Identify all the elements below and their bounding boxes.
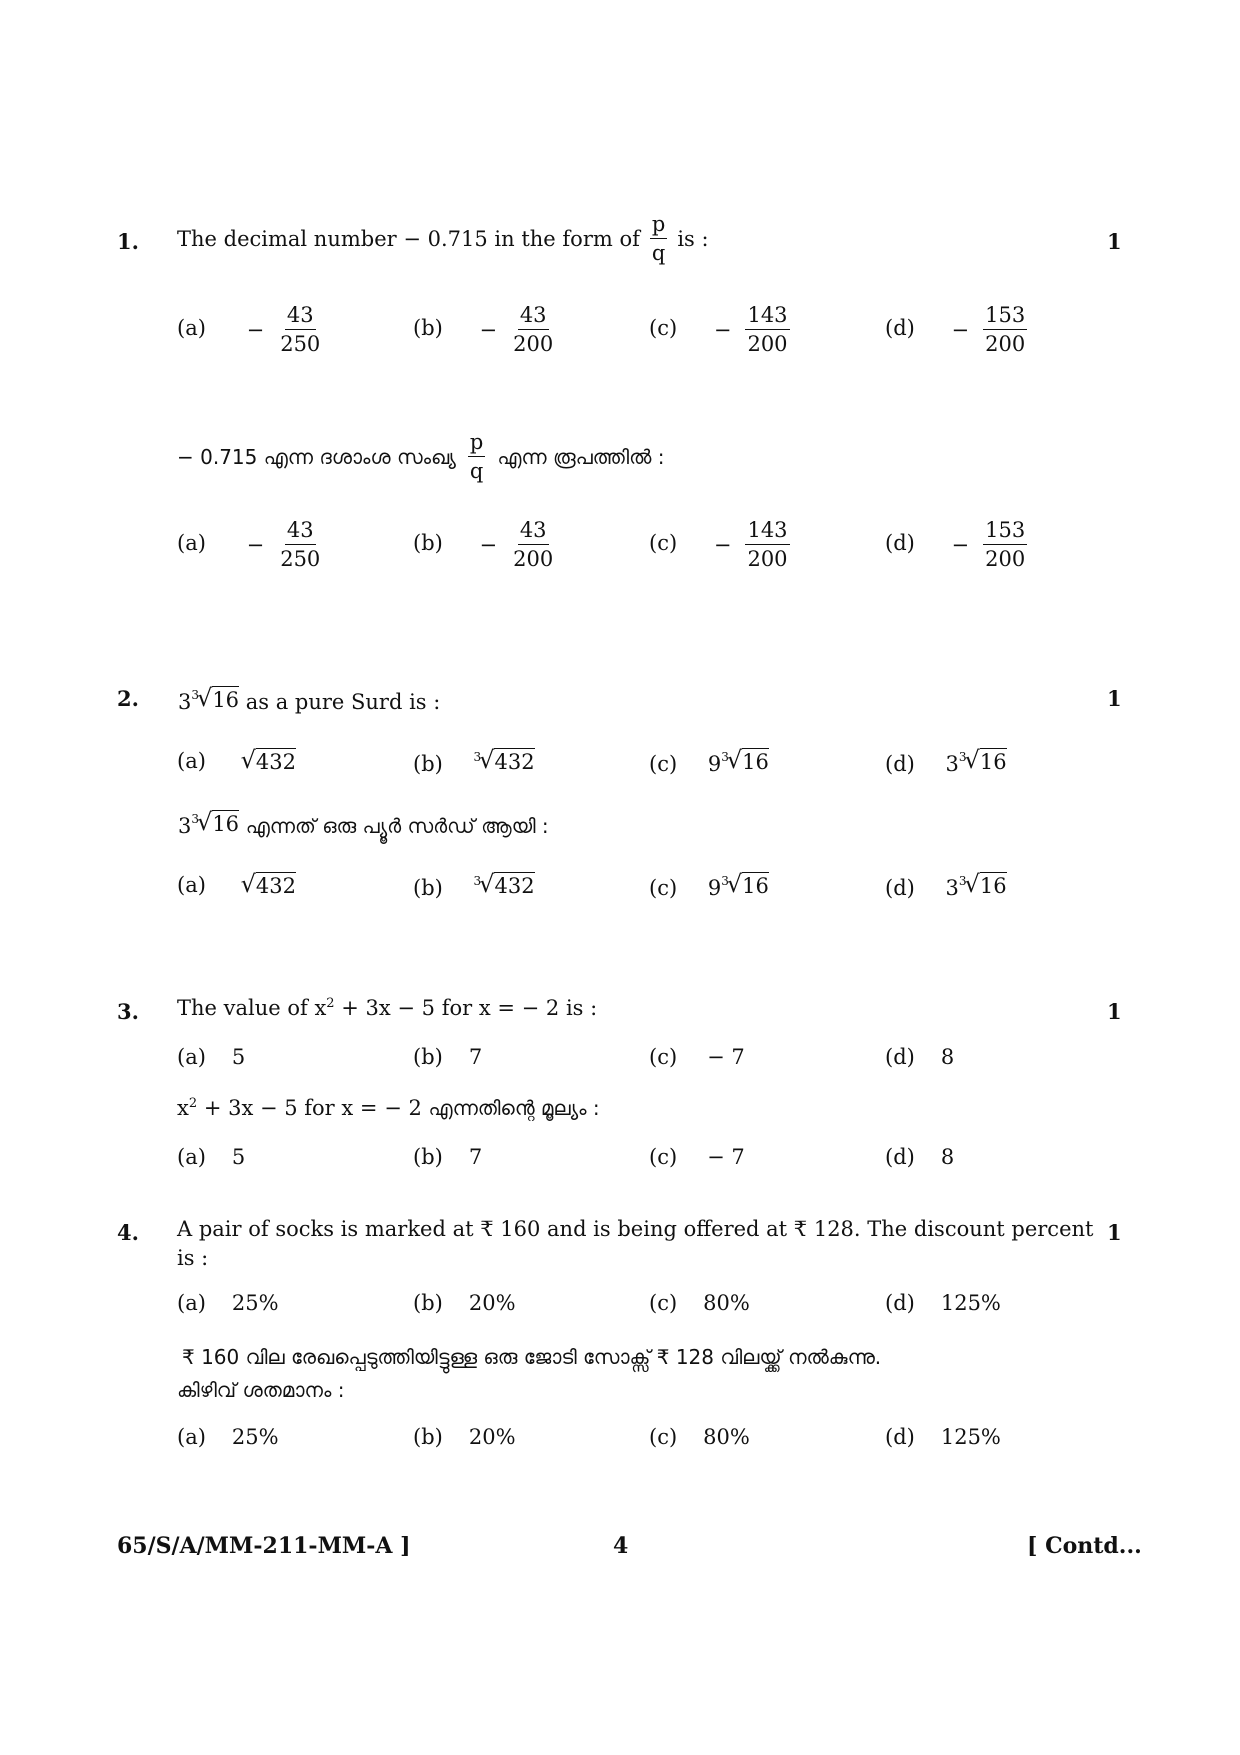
option-a[interactable] <box>177 1291 279 1315</box>
root-index: 3 <box>473 750 482 764</box>
option-c[interactable] <box>649 303 790 356</box>
denominator: 250 <box>280 332 321 357</box>
radicand: 16 <box>212 812 240 836</box>
denominator: 200 <box>513 332 554 357</box>
option-label: (b) <box>413 876 443 900</box>
option-value: 25% <box>231 1425 279 1449</box>
option-label: (c) <box>649 752 678 776</box>
option-value: 80% <box>703 1291 750 1315</box>
marks: 1 <box>1107 1220 1122 1245</box>
option-label: (b) <box>413 1425 443 1449</box>
minus-sign: − <box>951 532 970 557</box>
option-label: (d) <box>885 1045 915 1069</box>
stem-text: The value of x <box>177 996 327 1020</box>
option-fraction <box>983 303 1027 356</box>
option-a[interactable] <box>177 1145 245 1169</box>
radicand: 432 <box>255 874 296 898</box>
numerator: 43 <box>518 303 549 330</box>
option-value: 20% <box>468 1425 516 1449</box>
option-fraction <box>511 303 555 356</box>
stem-text-rest: + 3x − 5 for x = − 2 is : <box>341 996 598 1020</box>
denominator: q <box>651 241 666 266</box>
option-d[interactable] <box>885 1291 1001 1315</box>
surd-coefficient: 3 <box>178 690 192 714</box>
option-value: 5 <box>231 1045 246 1069</box>
stem-text-ml: എന്നതിന്റെ മൂല്യം : <box>428 1096 600 1120</box>
option-a[interactable] <box>177 303 322 356</box>
question-number: 1. <box>117 229 139 254</box>
option-label: (c) <box>649 316 678 341</box>
surd-coefficient: 3 <box>178 814 192 838</box>
marks: 1 <box>1107 686 1122 711</box>
option-d[interactable] <box>885 746 1007 776</box>
option-d[interactable] <box>885 303 1027 356</box>
denominator: 200 <box>747 547 788 572</box>
numerator: 43 <box>518 518 549 545</box>
numerator: p <box>468 430 485 457</box>
denominator: q <box>469 459 484 484</box>
option-label: (a) <box>177 1145 206 1169</box>
question-stem-malayalam <box>178 808 549 838</box>
option-label: (a) <box>177 749 206 773</box>
option-value: − 7 <box>707 1045 745 1069</box>
stem-end-ml: എന്ന രൂപത്തിൽ : <box>497 444 665 469</box>
minus-sign: − <box>479 317 498 342</box>
option-label: (c) <box>649 1145 678 1169</box>
option-d[interactable] <box>885 870 1007 900</box>
option-label: (a) <box>177 531 206 556</box>
option-d[interactable] <box>885 1425 1001 1449</box>
option-value: 80% <box>703 1425 750 1449</box>
radicand: 432 <box>255 750 296 774</box>
question-stem-malayalam <box>177 430 665 483</box>
question-stem-malayalam-line-2: കിഴിവ് ശതമാനം : <box>177 1378 345 1402</box>
cube-root-expression <box>474 746 535 774</box>
option-value: 7 <box>468 1045 483 1069</box>
radicand: 16 <box>979 750 1007 774</box>
option-fraction <box>745 518 789 571</box>
option-value: 7 <box>468 1145 483 1169</box>
stem-text-ml: − 0.715 എന്ന ദശാംശ സംഖ്യ <box>177 444 456 469</box>
option-label: (b) <box>413 1045 443 1069</box>
minus-sign: − <box>246 532 265 557</box>
option-c[interactable] <box>649 746 769 776</box>
cube-root-expression <box>721 870 769 898</box>
stem-text-rest: + 3x − 5 for x = − 2 <box>203 1096 422 1120</box>
surd-coefficient: 3 <box>945 752 959 776</box>
option-value: 20% <box>468 1291 516 1315</box>
numerator: 143 <box>745 303 789 330</box>
numerator: p <box>650 212 667 239</box>
stem-text-ml: എന്നത് ഒരു പ്യൂർ സർഡ് ആയി : <box>245 814 549 838</box>
marks: 1 <box>1107 229 1122 254</box>
denominator: 200 <box>985 547 1026 572</box>
cube-root-expression <box>721 746 769 774</box>
option-label: (b) <box>413 531 443 556</box>
option-d[interactable] <box>885 1145 954 1169</box>
option-a[interactable] <box>177 518 322 571</box>
option-a[interactable] <box>177 746 296 774</box>
option-c[interactable] <box>649 1425 750 1449</box>
numerator: 43 <box>285 303 316 330</box>
numerator: 143 <box>745 518 789 545</box>
option-value: 125% <box>940 1291 1001 1315</box>
radical-icon: √ <box>964 746 980 774</box>
option-label: (d) <box>885 752 915 776</box>
option-label: (d) <box>885 316 915 341</box>
cube-root-expression <box>474 870 535 898</box>
radicand: 16 <box>979 874 1007 898</box>
option-fraction <box>511 518 555 571</box>
option-d[interactable] <box>885 1045 954 1069</box>
stem-text: x <box>177 1096 189 1120</box>
radical-icon: √ <box>726 870 743 898</box>
fraction-p-over-q <box>468 430 485 483</box>
option-label: (a) <box>177 873 206 897</box>
option-fraction <box>745 303 789 356</box>
option-a[interactable] <box>177 870 296 898</box>
option-b[interactable] <box>413 303 555 356</box>
option-c[interactable] <box>649 1145 745 1169</box>
root-index: 3 <box>191 812 200 826</box>
stem-text: The decimal number − 0.715 in the form of <box>177 226 640 251</box>
option-b[interactable] <box>413 870 535 900</box>
question-stem <box>177 996 597 1020</box>
question-number: 4. <box>117 1220 139 1245</box>
option-label: (a) <box>177 1291 206 1315</box>
marks: 1 <box>1107 999 1122 1024</box>
exponent: 2 <box>188 1096 198 1111</box>
radicand: 16 <box>742 874 769 898</box>
square-root-expression <box>241 870 296 898</box>
option-c[interactable] <box>649 870 769 900</box>
surd-coefficient: 3 <box>945 876 959 900</box>
option-label: (b) <box>413 316 443 341</box>
minus-sign: − <box>951 317 970 342</box>
option-label: (c) <box>649 1045 678 1069</box>
root-index: 3 <box>958 750 967 764</box>
option-b[interactable] <box>413 518 555 571</box>
radicand: 432 <box>494 874 535 898</box>
option-value: 125% <box>940 1425 1001 1449</box>
option-b[interactable] <box>413 1045 482 1069</box>
minus-sign: − <box>713 532 732 557</box>
question-stem-line-1: A pair of socks is marked at ₹ 160 and is being offered at ₹ 128. The discount percent <box>177 1217 1094 1241</box>
numerator: 153 <box>983 518 1027 545</box>
denominator: 200 <box>513 547 554 572</box>
radical-icon: √ <box>197 808 213 836</box>
denominator: 200 <box>985 332 1026 357</box>
surd-coefficient: 9 <box>707 876 722 900</box>
question-stem-malayalam <box>177 1096 600 1120</box>
cube-root-expression <box>959 746 1007 774</box>
option-value: 25% <box>231 1291 279 1315</box>
option-label: (a) <box>177 1425 206 1449</box>
option-label: (d) <box>885 876 915 900</box>
numerator: 153 <box>983 303 1027 330</box>
radical-icon: √ <box>240 870 256 898</box>
cube-root-expression <box>191 684 239 712</box>
paper-code: 65/S/A/MM-211-MM-A ] <box>117 1533 411 1559</box>
radicand: 16 <box>742 750 769 774</box>
radical-icon: √ <box>964 870 980 898</box>
option-label: (c) <box>649 876 678 900</box>
option-b[interactable] <box>413 1291 516 1315</box>
option-c[interactable] <box>649 518 790 571</box>
option-value: − 7 <box>707 1145 745 1169</box>
minus-sign: − <box>713 317 732 342</box>
option-a[interactable] <box>177 1045 245 1069</box>
option-label: (a) <box>177 316 206 341</box>
numerator: 43 <box>285 518 316 545</box>
option-label: (b) <box>413 1145 443 1169</box>
fraction-p-over-q <box>650 212 667 265</box>
cube-root-expression <box>959 870 1007 898</box>
option-label: (b) <box>413 752 443 776</box>
radical-icon: √ <box>479 870 495 898</box>
radical-icon: √ <box>726 746 743 774</box>
option-fraction <box>278 303 322 356</box>
question-stem-line-2: is : <box>177 1246 209 1270</box>
option-label: (b) <box>413 1291 443 1315</box>
continued-label: [ Contd... <box>1027 1533 1142 1559</box>
cube-root-expression <box>191 808 239 836</box>
radicand: 432 <box>494 750 535 774</box>
question-stem <box>177 212 709 265</box>
question-number: 2. <box>117 686 139 711</box>
option-b[interactable] <box>413 746 535 776</box>
option-label: (d) <box>885 1291 915 1315</box>
stem-end: is : <box>677 226 709 251</box>
option-value: 8 <box>940 1145 955 1169</box>
option-label: (c) <box>649 1425 678 1449</box>
root-index: 3 <box>721 750 729 764</box>
option-fraction <box>983 518 1027 571</box>
option-b[interactable] <box>413 1425 516 1449</box>
option-label: (c) <box>649 531 678 556</box>
option-c[interactable] <box>649 1291 750 1315</box>
root-index: 3 <box>191 688 200 702</box>
denominator: 200 <box>747 332 788 357</box>
option-label: (a) <box>177 1045 206 1069</box>
option-label: (d) <box>885 1145 915 1169</box>
radical-icon: √ <box>479 746 495 774</box>
option-value: 8 <box>940 1045 955 1069</box>
root-index: 3 <box>473 874 482 888</box>
question-stem-malayalam-line-1: ₹ 160 വില രേഖപ്പെടുത്തിയിട്ടുള്ള ഒരു ജോടി സോക്സ് ₹ 128 വിലയ്ക്ക് നൽകുന്നു. <box>182 1345 882 1369</box>
surd-coefficient: 9 <box>707 752 722 776</box>
exponent: 2 <box>326 996 335 1011</box>
option-fraction <box>278 518 322 571</box>
option-label: (d) <box>885 1425 915 1449</box>
minus-sign: − <box>479 532 498 557</box>
page-number: 4 <box>613 1533 629 1559</box>
radical-icon: √ <box>240 746 256 774</box>
option-label: (c) <box>649 1291 678 1315</box>
option-a[interactable] <box>177 1425 279 1449</box>
radicand: 16 <box>212 688 240 712</box>
root-index: 3 <box>958 874 967 888</box>
root-index: 3 <box>721 874 729 888</box>
option-value: 5 <box>231 1145 246 1169</box>
question-number: 3. <box>117 999 139 1024</box>
option-b[interactable] <box>413 1145 482 1169</box>
option-d[interactable] <box>885 518 1027 571</box>
option-label: (d) <box>885 531 915 556</box>
option-c[interactable] <box>649 1045 745 1069</box>
question-stem <box>178 684 440 714</box>
minus-sign: − <box>246 317 265 342</box>
stem-text: as a pure Surd is : <box>245 690 441 714</box>
denominator: 250 <box>280 547 321 572</box>
radical-icon: √ <box>197 684 213 712</box>
square-root-expression <box>241 746 296 774</box>
